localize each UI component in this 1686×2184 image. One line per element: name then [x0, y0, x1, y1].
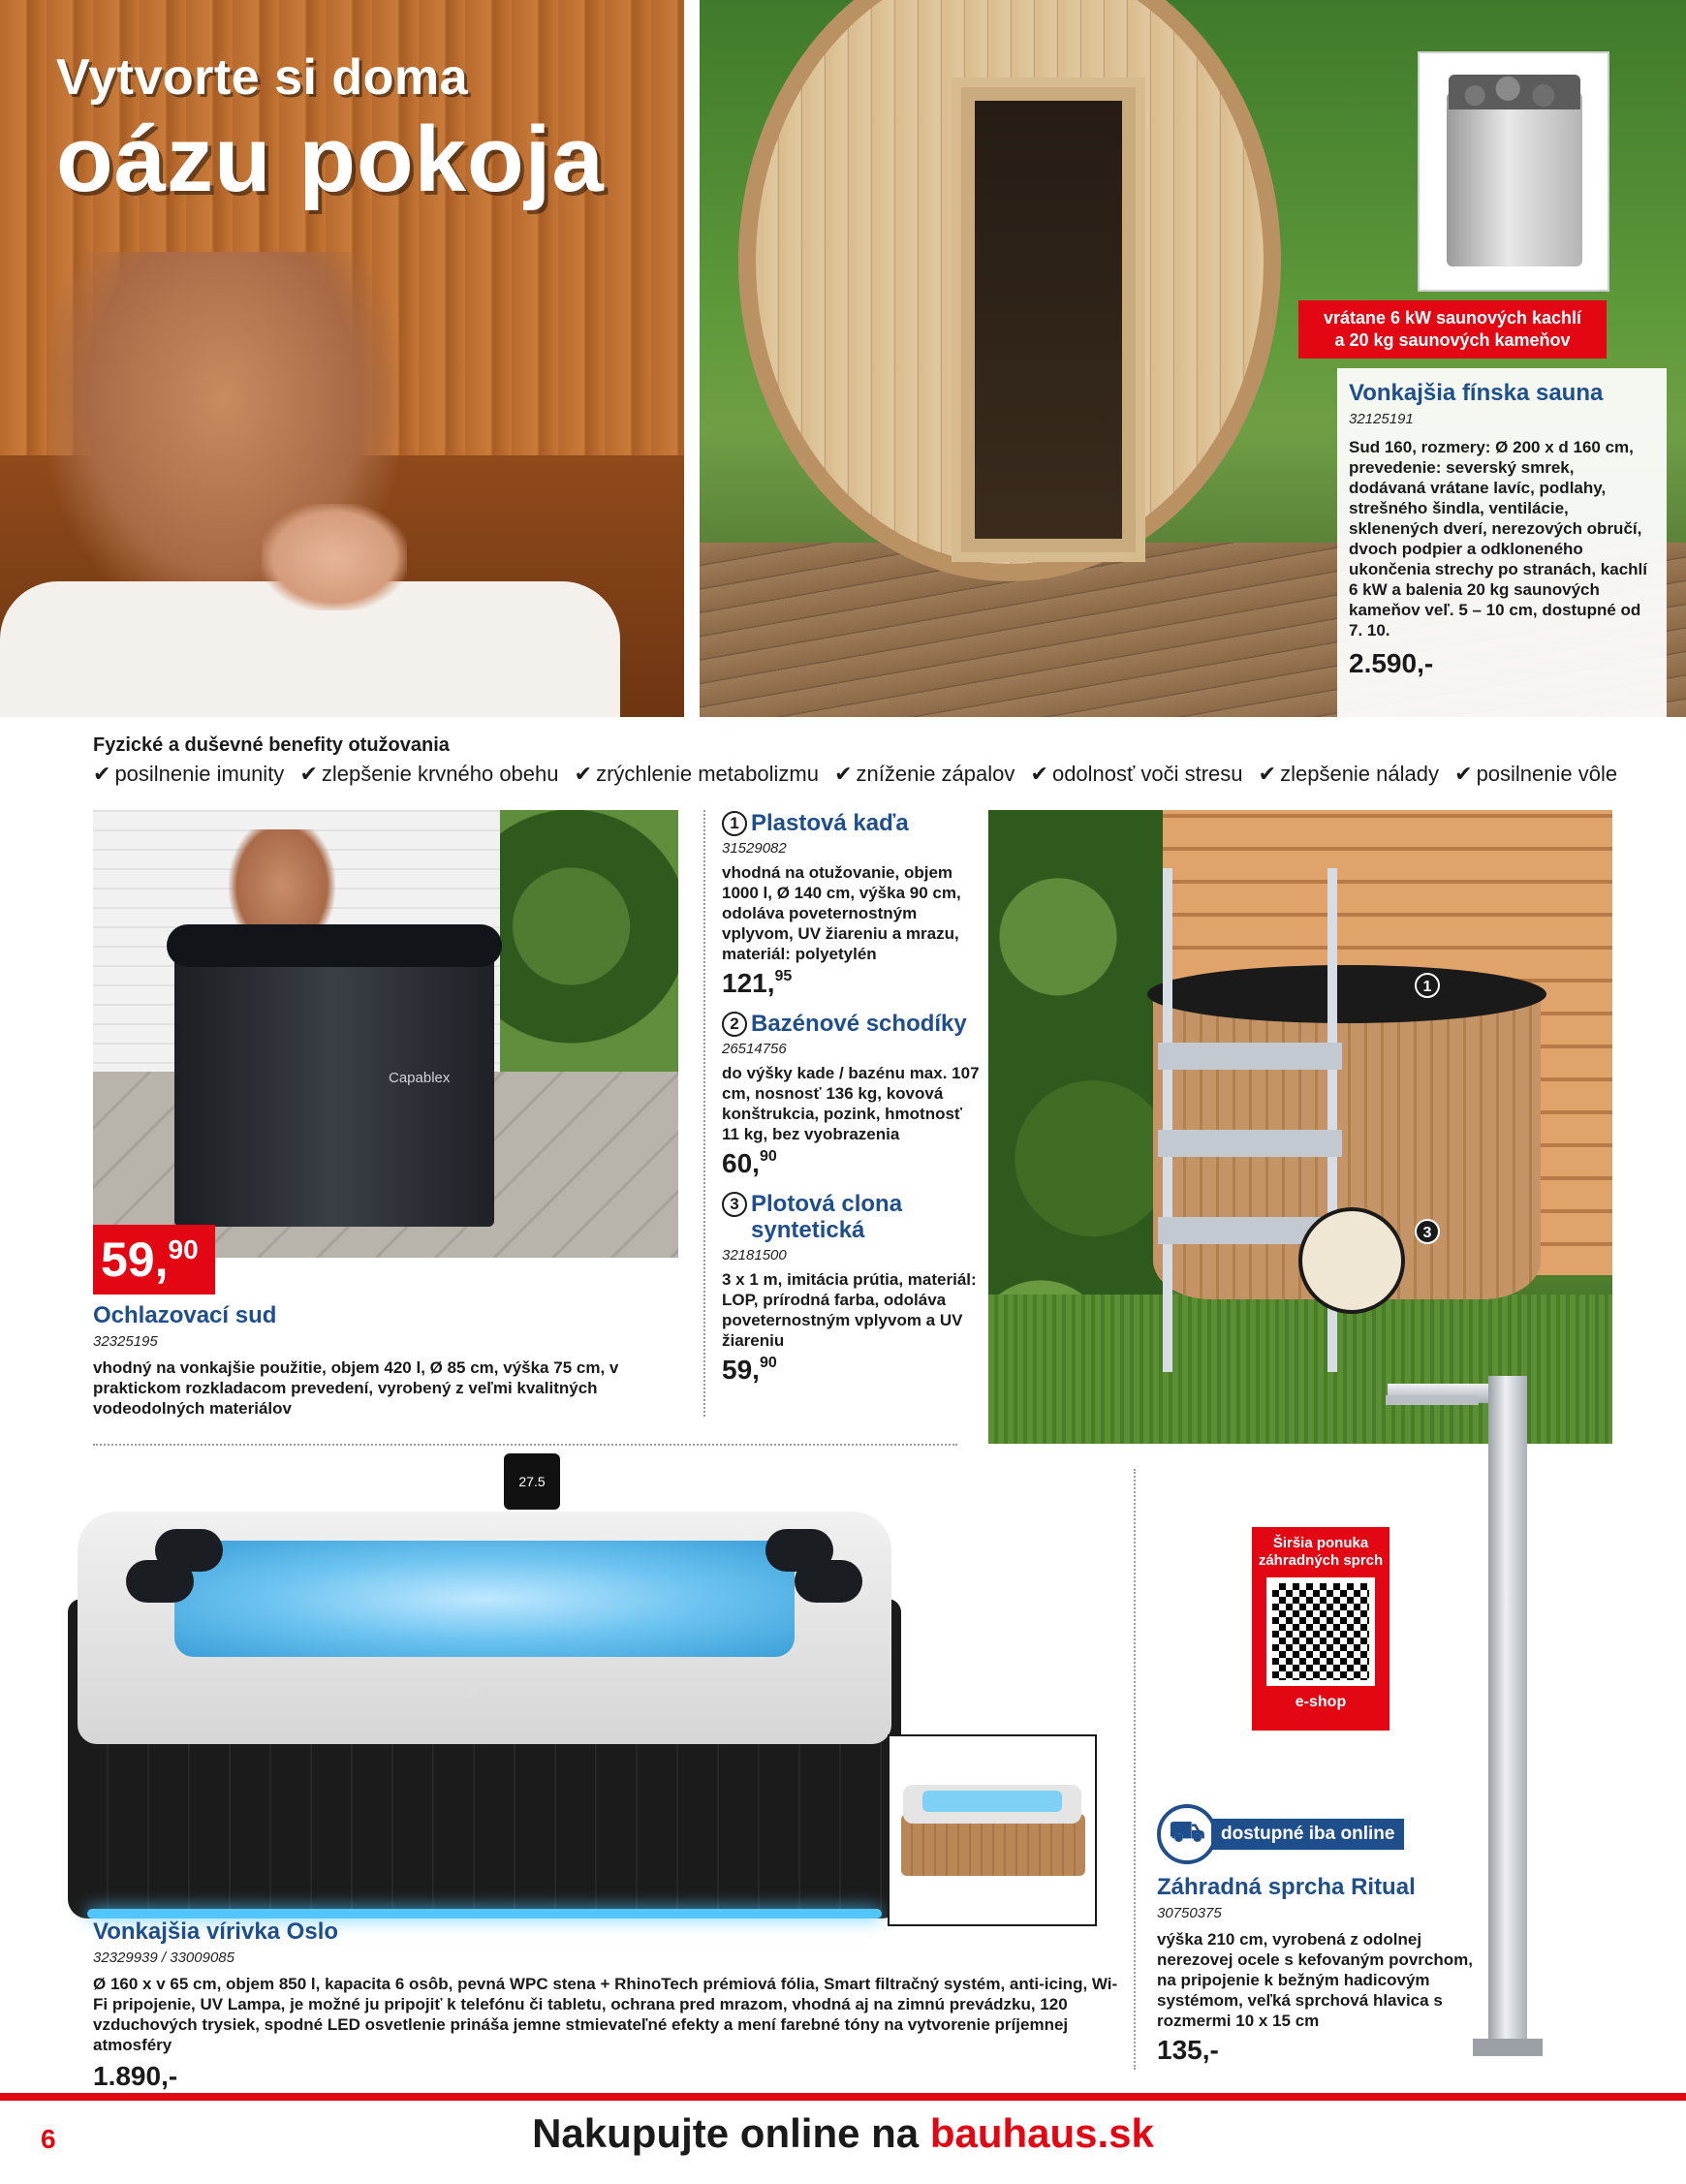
wicker-stool — [1298, 1207, 1405, 1314]
product-title[interactable]: 1 Plastová kaďa — [722, 810, 984, 836]
tub-water — [174, 1541, 795, 1657]
ladder-step — [1158, 1130, 1342, 1157]
thumb-water — [922, 1791, 1062, 1812]
benefit-item: ✔ zlepšenie nálady — [1258, 762, 1439, 786]
product-description: do výšky kade / bazénu max. 107 cm, nosnosť 136 kg, kovová konštrukcia, pozink, hmotnosť 11 kg, bez vyobrazenia — [722, 1064, 980, 1143]
product-item — [722, 810, 984, 999]
footer-rule — [0, 2093, 1686, 2101]
product-price: 1.890,- — [93, 2061, 178, 2091]
eshop-label: e-shop — [1295, 1694, 1347, 1710]
woman-figure — [262, 504, 407, 610]
product-price: 60,90 — [722, 1148, 777, 1178]
sauna-stones — [1449, 75, 1580, 109]
cooling-barrel-info — [93, 1302, 678, 1419]
product-code: 26514756 — [722, 1041, 787, 1057]
number-badge: 3 — [722, 1192, 747, 1217]
heater-badge-line2: a 20 kg saunových kameňov — [1334, 330, 1571, 350]
benefit-item: ✔ odolnosť voči stresu — [1030, 762, 1243, 786]
footer-text: Nakupujte online na bauhaus.sk — [532, 2110, 1154, 2156]
product-title[interactable]: 2 Bazénové schodíky — [722, 1011, 984, 1037]
barrel-rim — [167, 924, 502, 967]
product-title[interactable]: Ochlazovací sud — [93, 1302, 277, 1328]
hot-tub-photo — [68, 1453, 891, 1938]
product-title[interactable]: Vonkajšia fínska sauna — [1349, 380, 1604, 406]
heater-unit — [1447, 92, 1582, 266]
benefit-item: ✔ zlepšenie krvného obehu — [299, 762, 559, 786]
hot-tub-info — [93, 1919, 1130, 2092]
online-only-badge — [1157, 1806, 1404, 1862]
product-title[interactable]: Vonkajšia vírivka Oslo — [93, 1919, 339, 1945]
divider — [703, 810, 705, 1417]
product-price: 59,90 — [722, 1355, 777, 1385]
desc-text: , rozmery: Ø 200 x d 160 cm, prevedenie: severský smrek, dodávaná vrátane lavíc, podlahy, strešného šindla, ventilácie, sklenených dverí, nerezových obručí, dvoch podpier a odkloneného ukončenia strechy po stranách, kachlí 6 kW a balenia 20 kg saunových kameňov veľ. 5 – 10 cm, dostupné od 7. 10. — [1349, 438, 1648, 640]
benefit-item: ✔ posilnenie vôle — [1454, 762, 1618, 786]
eshop-qr-box[interactable] — [1252, 1527, 1389, 1731]
trees — [500, 810, 678, 1101]
product-description: vhodný na vonkajšie použitie, objem 420 l, Ø 85 cm, výška 75 cm, v praktickom rozkladacom prevedení, vyrobený z veľmi kvalitných vodeodolných materiálov — [93, 1358, 619, 1418]
shower-pole — [1488, 1376, 1527, 2054]
heater-badge-line1: vrátane 6 kW saunových kachlí — [1323, 308, 1582, 328]
product-code: 32325195 — [93, 1333, 158, 1350]
divider — [93, 1444, 957, 1446]
heater-included-badge — [1298, 300, 1607, 359]
site-link[interactable]: bauhaus.sk — [929, 2110, 1154, 2156]
product-code: 32329939 / 33009085 — [93, 1950, 234, 1966]
product-price: 121,95 — [722, 968, 793, 998]
product-code: 32181500 — [722, 1247, 787, 1264]
sauna-heater-image — [1418, 51, 1609, 292]
control-panel: 27.5 — [504, 1453, 560, 1510]
tub-accessories-list — [722, 810, 984, 1397]
checkmark-icon: ✔ — [1454, 762, 1473, 786]
qr-line1: Širšia ponuka — [1272, 1535, 1369, 1551]
product-description: výška 210 cm, vyrobená z odolnej nerezovej ocele s kefovaným povrchom, na pripojenie k bežným hadicovým systémom, veľká sprchová hlavica s rozmermi 10 x 15 cm — [1157, 1930, 1473, 2030]
divider — [1134, 1469, 1136, 2070]
shower-head — [1386, 1395, 1479, 1405]
checkmark-icon: ✔ — [299, 762, 318, 786]
pool-ladder — [1163, 868, 1337, 1372]
benefit-item: ✔ zníženie zápalov — [834, 762, 1015, 786]
product-title[interactable]: 3 Plotová clona syntetická — [722, 1191, 984, 1243]
qr-line2: záhradných sprch — [1258, 1552, 1384, 1569]
cart-icon: ⛟ — [1157, 1804, 1217, 1864]
checkmark-icon: ✔ — [834, 762, 853, 786]
product-code: 32125191 — [1349, 411, 1414, 427]
shower-foot — [1473, 2039, 1543, 2056]
headrest — [795, 1560, 862, 1603]
product-code: 30750375 — [1157, 1905, 1222, 1921]
product-title[interactable]: Záhradná sprcha Ritual — [1157, 1874, 1416, 1900]
benefit-item: ✔ zrýchlenie metabolizmu — [574, 762, 819, 786]
checkmark-icon: ✔ — [93, 762, 111, 786]
product-code: 31529082 — [722, 840, 787, 857]
checkmark-icon: ✔ — [1030, 762, 1048, 786]
hot-tub-thumbnail — [888, 1734, 1097, 1926]
number-badge: 1 — [722, 811, 747, 836]
product-price: 2.590,- — [1349, 648, 1434, 678]
benefit-item: ✔ posilnenie imunity — [93, 762, 285, 786]
product-description — [1349, 437, 1655, 640]
hero-title-line2: oázu pokoja — [56, 108, 605, 211]
wooden-tub-photo — [988, 810, 1612, 1444]
product-description: 3 x 1 m, imitácia prútia, materiál: LOP, prírodná farba, odoláva poveternostným vplyvom a UV žiareniu — [722, 1270, 977, 1350]
product-price: 135,- — [1157, 2035, 1219, 2065]
product-description: vhodná na otužovanie, objem 1000 l, Ø 140 cm, výška 90 cm, odoláva poveternostným vplyvom, UV žiareniu a mrazu, materiál: polyetylén — [722, 863, 961, 963]
sauna-door — [952, 78, 1145, 562]
brand-logo: m — [465, 1676, 484, 1700]
benefits-list — [93, 762, 1627, 787]
online-only-label: dostupné iba online — [1211, 1819, 1404, 1850]
checkmark-icon: ✔ — [574, 762, 593, 786]
ladder-step — [1158, 1043, 1342, 1070]
barrel-brand: Capablex — [389, 1070, 451, 1086]
product-description: Ø 160 x v 65 cm, objem 850 l, kapacita 6 osôb, pevná WPC stena + RhinoTech prémiová fólia, Smart filtračný systém, anti-icing, Wi-Fi pripojenie, UV Lampa, je možné ju pripojiť k telefónu či tabletu, ochrana pred mrazom, vhodná aj na zimnú prevádzku, 120 vzduchových trysiek, spodné LED osvetlenie prináša jemne stmievateľné efekty a mení farebné tóny na vytvorenie príjemnej atmosféry — [93, 1975, 1118, 2054]
benefits-heading: Fyzické a duševné benefity otužovania — [93, 734, 450, 756]
cooling-barrel-photo — [93, 810, 678, 1258]
desc-bold: Sud 160 — [1349, 438, 1413, 456]
cooling-barrel-price-tag: 59,90 — [93, 1225, 215, 1295]
headrest — [155, 1529, 223, 1572]
product-item — [722, 1191, 984, 1386]
checkmark-icon: ✔ — [1258, 762, 1277, 786]
shower-info — [1157, 1874, 1477, 2066]
page-number: 6 — [41, 2124, 56, 2154]
hero-title-line1: Vytvorte si doma — [56, 49, 469, 106]
sauna-product-info — [1337, 368, 1667, 717]
callout-1: 1 — [1415, 973, 1440, 998]
led-strip — [87, 1909, 882, 1919]
product-item — [722, 1011, 984, 1179]
qr-code-icon[interactable] — [1266, 1577, 1375, 1686]
number-badge: 2 — [722, 1012, 747, 1037]
callout-3: 3 — [1415, 1219, 1440, 1244]
